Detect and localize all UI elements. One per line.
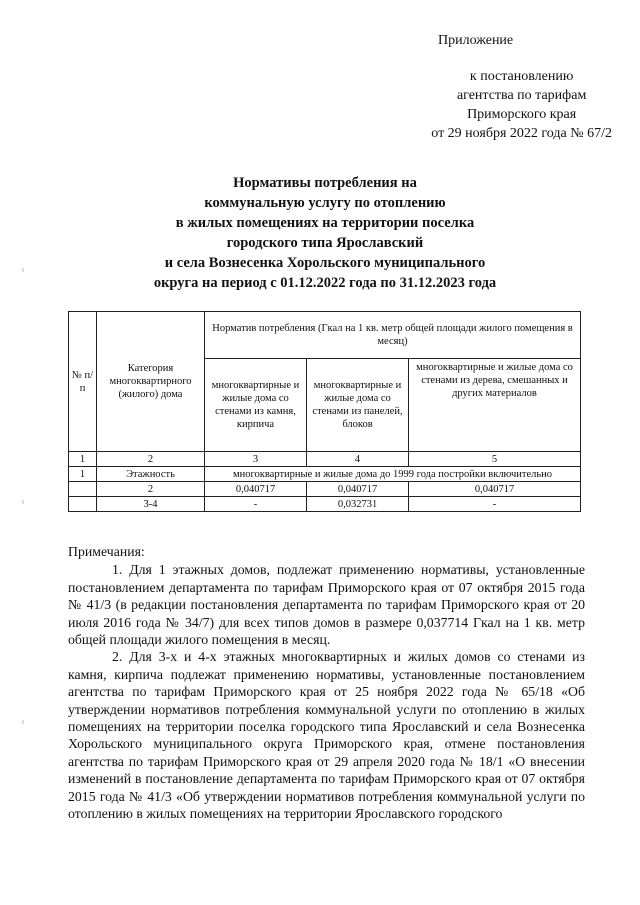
title-line: в жилых помещениях на территории поселка	[175, 215, 475, 231]
decree-line: от 29 ноября 2022 года № 67/2	[431, 126, 612, 141]
title-line: городского типа Ярославский	[226, 235, 424, 251]
table-cell	[69, 497, 97, 512]
column-number-cell: 1	[69, 452, 97, 467]
column-number-cell: 2	[97, 452, 205, 467]
value-cell: 0,040717	[409, 482, 581, 497]
section-description: многоквартирные и жилые дома до 1999 года постройки включительно	[205, 467, 581, 482]
notes-heading: Примечания:	[68, 544, 145, 559]
norms-table	[68, 311, 581, 512]
decree-reference	[431, 67, 612, 143]
column-number-cell: 4	[307, 452, 409, 467]
header-wood-mixed: многоквартирные и жилые дома со стенами из дерева, смешанных и других материалов	[409, 359, 581, 452]
title-line: и села Вознесенка Хорольского муниципального	[164, 255, 486, 271]
value-cell: 0,040717	[307, 482, 409, 497]
title-line: округа на период с 01.12.2022 года по 31.12.2023 года	[153, 275, 497, 291]
appendix-label: Приложение	[438, 33, 514, 48]
value-cell: 0,040717	[205, 482, 307, 497]
decree-line: Приморского края	[467, 107, 577, 122]
title-line: Нормативы потребления на	[233, 175, 417, 191]
section-number: 1	[69, 467, 97, 482]
table-row	[69, 482, 581, 497]
header-norm-group: Норматив потребления (Гкал на 1 кв. метр общей площади жилого помещения в месяц)	[205, 312, 581, 359]
section-label: Этажность	[97, 467, 205, 482]
decree-line: к постановлению	[469, 69, 574, 84]
value-cell: -	[409, 497, 581, 512]
document-title	[96, 173, 554, 293]
decree-line: агентства по тарифам	[456, 88, 587, 103]
column-number-cell: 3	[205, 452, 307, 467]
header-category: Категория многоквартирного (жилого) дома	[97, 312, 205, 452]
header-panel-block: многоквартирные и жилые дома со стенами из панелей, блоков	[307, 359, 409, 452]
value-cell: 0,032731	[307, 497, 409, 512]
floors-cell: 3-4	[97, 497, 205, 512]
note-item: 1. Для 1 этажных домов, подлежат применению нормативы, установленные постановлением департамента по тарифам Приморского края от 07 октября 2015 года № 41/3 (в редакции постановления департамента по тарифам Приморского края от 20 июля 2016 года № 34/7) для всех типов домов в размере 0,037714 Гкал на 1 кв. метр общей площади жилого помещения в месяц.	[68, 562, 585, 648]
value-cell: -	[205, 497, 307, 512]
table-row	[69, 497, 581, 512]
column-number-cell: 5	[409, 452, 581, 467]
table-cell	[69, 482, 97, 497]
notes-section	[68, 543, 585, 823]
note-item: 2. Для 3-х и 4-х этажных многоквартирных и жилых домов со стенами из камня, кирпича подлежат применению нормативы, установленные постановлением агентства по тарифам Приморского края от 25 ноября 2022 года № 65/18 «Об утверждении нормативов потребления коммунальной услуги по отоплению в жилых помещениях на территории поселка городского типа Ярославский и села Вознесенка Хорольского муниципального округа Приморского края, отмене постановления агентства по тарифам Приморского края от 29 апреля 2020 года № 18/1 «О внесении изменений в постановление департамента по тарифам Приморского края от 07 октября 2015 года № 41/3 «Об утверждении нормативов потребления коммунальной услуги по отоплению в жилых помещениях на территории Ярославского городского	[68, 649, 585, 822]
header-number: № п/п	[69, 312, 97, 452]
scan-mark	[22, 500, 24, 504]
floors-cell: 2	[97, 482, 205, 497]
header-stone-brick: многоквартирные и жилые дома со стенами из камня, кирпича	[205, 359, 307, 452]
title-line: коммунальную услугу по отоплению	[204, 195, 446, 211]
scan-mark	[22, 720, 24, 724]
scan-mark	[22, 268, 24, 272]
